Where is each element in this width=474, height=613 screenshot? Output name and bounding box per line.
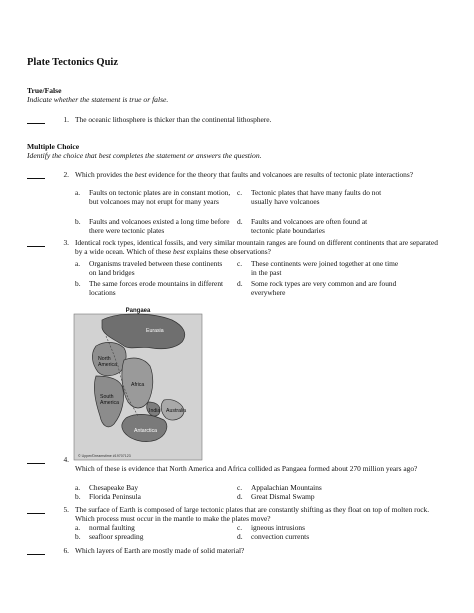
answer-blank[interactable]: [27, 505, 45, 514]
answer-blank[interactable]: [27, 546, 45, 555]
answer-blank[interactable]: [27, 238, 45, 247]
pangaea-map: [72, 306, 204, 462]
label-australia: Australia: [166, 408, 187, 414]
question-text: Which layers of Earth are mostly made of solid material?: [75, 546, 245, 555]
pangaea-map-image: [72, 306, 204, 462]
section-instruction-multiple-choice: Identify the choice that best completes the statement or answers the question.: [27, 151, 262, 160]
section-heading-true-false: True/False: [27, 86, 62, 95]
question-text: The surface of Earth is composed of large tectonic plates that are constantly shifting as they float on top of molten rock. Which process must occur in the mantle to make the plates move?: [75, 505, 430, 524]
question-5: 5. The surface of Earth is composed of large tectonic plates that are constantly shifting as they float on top of molten rock. Which process must occur in the mantle to make the plates move? a. normal faulting c. igneous intrusions b. seafloor spreading d. convection currents: [27, 505, 447, 543]
answer-blank[interactable]: [27, 115, 45, 124]
question-number: 6.: [63, 546, 69, 555]
question-text: The oceanic lithosphere is thicker than the continental lithosphere.: [75, 115, 272, 124]
label-north-america-1: North: [98, 356, 111, 362]
question-number: 4.: [63, 455, 69, 464]
label-south-america-1: South: [100, 394, 114, 400]
answer-blank[interactable]: [27, 455, 45, 464]
question-number: 5.: [63, 505, 69, 514]
section-instruction-true-false: Indicate whether the statement is true or false.: [27, 95, 169, 104]
question-text: Identical rock types, identical fossils, and very similar mountain ranges are found on different continents that are separated by a wide ocean. Which of these best explains these observations?: [75, 238, 438, 257]
map-credit: © Upper/Dreamstime #19707123: [78, 454, 131, 458]
question-2: 2. Which provides the best evidence for the theory that faults and volcanoes are results of tectonic plate interactions? a. Faults on tectonic plates are in constant motion, but volcanoes may not erupt for many years c. Tectonic plates that have many faults do not usually have volcanoes b. Faults and volcanoes existed a long time before there were tectonic plates d. Faults and volcanoes are often found at tectonic plate boundaries: [27, 170, 447, 240]
question-number: 1.: [63, 115, 69, 124]
label-eurasia: Eurasia: [146, 328, 164, 334]
page-title: Plate Tectonics Quiz: [27, 57, 118, 68]
answer-blank[interactable]: [27, 170, 45, 179]
section-heading-multiple-choice: Multiple Choice: [27, 142, 80, 151]
label-india: India: [149, 408, 161, 414]
question-text: Which provides the best evidence for the theory that faults and volcanoes are results of tectonic plate interactions?: [75, 170, 414, 179]
label-africa: Africa: [131, 382, 145, 388]
question-number: 3.: [63, 238, 69, 247]
map-title: Pangaea: [125, 308, 151, 314]
label-antarctica: Antarctica: [134, 428, 158, 434]
label-south-america-2: America: [100, 400, 120, 406]
label-north-america-2: America: [98, 362, 118, 368]
question-number: 2.: [63, 170, 69, 179]
question-3: 3. Identical rock types, identical fossils, and very similar mountain ranges are found on different continents that are separated by a wide ocean. Which of these best explains these observations? a. Organisms traveled between these continents on land bridges c. These continents were joined together at one time in the past b. The same forces erode mountains in different locations d. Some rock types are very common and are found everywhere: [27, 238, 447, 304]
question-4: 4. Which of these is evidence that North America and Africa collided as Pangaea formed about 270 million years ago? a. Chesapeake Bay c. Appalachian Mountains b. Florida Peninsula d. Great Dismal Swamp: [27, 455, 447, 501]
question-text: Which of these is evidence that North America and Africa collided as Pangaea formed about 270 million years ago?: [75, 464, 418, 473]
